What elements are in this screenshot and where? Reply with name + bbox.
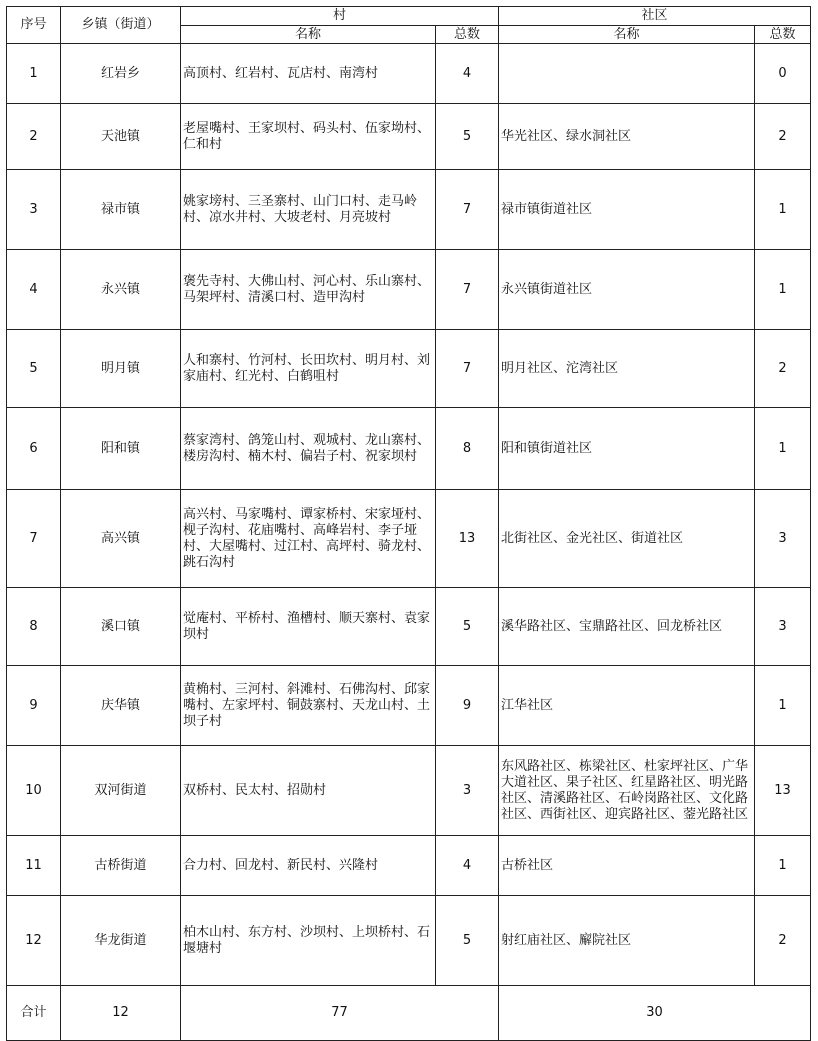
village-community-table: [6, 6, 811, 1041]
row-town: 红岩乡: [61, 44, 181, 104]
row-seq: 7: [7, 490, 61, 588]
row-community-count: 1: [755, 666, 811, 746]
table-row: [7, 490, 811, 588]
header-seq: 序号: [7, 7, 61, 44]
row-community-count: 1: [755, 836, 811, 896]
row-communities: 江华社区: [499, 666, 755, 746]
header-community-group: 社区: [499, 7, 811, 26]
header-village-total: 总数: [436, 26, 499, 44]
row-community-count: 2: [755, 330, 811, 408]
row-villages: 老屋嘴村、王家坝村、码头村、伍家坳村、仁和村: [181, 104, 436, 170]
row-communities: 华光社区、绿水洞社区: [499, 104, 755, 170]
row-communities: 射红庙社区、廨院社区: [499, 896, 755, 986]
row-seq: 6: [7, 408, 61, 490]
row-village-count: 7: [436, 170, 499, 250]
row-town: 高兴镇: [61, 490, 181, 588]
row-town: 永兴镇: [61, 250, 181, 330]
row-seq: 2: [7, 104, 61, 170]
total-row: [7, 986, 811, 1041]
row-villages: 合力村、回龙村、新民村、兴隆村: [181, 836, 436, 896]
row-town: 双河街道: [61, 746, 181, 836]
row-community-count: 0: [755, 44, 811, 104]
table-row: [7, 170, 811, 250]
row-village-count: 5: [436, 588, 499, 666]
row-community-count: 3: [755, 588, 811, 666]
table-row: [7, 250, 811, 330]
header-town: 乡镇（街道）: [61, 7, 181, 44]
table-row: [7, 408, 811, 490]
table-row: [7, 588, 811, 666]
row-town: 庆华镇: [61, 666, 181, 746]
row-seq: 11: [7, 836, 61, 896]
row-villages: 姚家塝村、三圣寨村、山门口村、走马岭村、凉水井村、大坡老村、月亮坡村: [181, 170, 436, 250]
row-villages: 双桥村、民太村、招勋村: [181, 746, 436, 836]
table-row: [7, 330, 811, 408]
row-village-count: 3: [436, 746, 499, 836]
row-communities: [499, 44, 755, 104]
row-village-count: 9: [436, 666, 499, 746]
table-row: [7, 666, 811, 746]
total-towns: 12: [61, 986, 181, 1041]
table-row: [7, 836, 811, 896]
row-communities: 永兴镇街道社区: [499, 250, 755, 330]
row-villages: 觉庵村、平桥村、渔槽村、顺天寨村、袁家坝村: [181, 588, 436, 666]
table-row: [7, 746, 811, 836]
row-seq: 5: [7, 330, 61, 408]
total-communities: 30: [499, 986, 811, 1041]
row-village-count: 5: [436, 896, 499, 986]
table-row: [7, 104, 811, 170]
row-village-count: 4: [436, 836, 499, 896]
row-town: 溪口镇: [61, 588, 181, 666]
row-communities: 古桥社区: [499, 836, 755, 896]
row-village-count: 13: [436, 490, 499, 588]
row-village-count: 5: [436, 104, 499, 170]
header-community-name: 名称: [499, 26, 755, 44]
row-town: 天池镇: [61, 104, 181, 170]
row-community-count: 1: [755, 408, 811, 490]
table-row: [7, 896, 811, 986]
row-village-count: 4: [436, 44, 499, 104]
row-village-count: 7: [436, 330, 499, 408]
row-village-count: 8: [436, 408, 499, 490]
row-seq: 12: [7, 896, 61, 986]
table-row: [7, 44, 811, 104]
row-community-count: 1: [755, 250, 811, 330]
row-villages: 黄桷村、三河村、斜滩村、石佛沟村、邱家嘴村、左家坪村、铜鼓寨村、天龙山村、土坝子村: [181, 666, 436, 746]
row-communities: 禄市镇街道社区: [499, 170, 755, 250]
row-villages: 高顶村、红岩村、瓦店村、南湾村: [181, 44, 436, 104]
row-villages: 高兴村、马家嘴村、谭家桥村、宋家垭村、枧子沟村、花庙嘴村、高峰岩村、李子垭村、大屋嘴村、过江村、高坪村、骑龙村、跳石沟村: [181, 490, 436, 588]
header-village-name: 名称: [181, 26, 436, 44]
row-communities: 明月社区、沱湾社区: [499, 330, 755, 408]
header-row-1: [7, 7, 811, 26]
header-village-group: 村: [181, 7, 499, 26]
row-communities: 东风路社区、栋梁社区、杜家坪社区、广华大道社区、果子社区、红星路社区、明光路社区、清溪路社区、石岭岗路社区、文化路社区、西街社区、迎宾路社区、蓥光路社区: [499, 746, 755, 836]
row-town: 阳和镇: [61, 408, 181, 490]
header-community-total: 总数: [755, 26, 811, 44]
row-community-count: 1: [755, 170, 811, 250]
row-seq: 1: [7, 44, 61, 104]
row-villages: 褒先寺村、大佛山村、河心村、乐山寨村、马架坪村、清溪口村、造甲沟村: [181, 250, 436, 330]
row-community-count: 2: [755, 896, 811, 986]
row-seq: 10: [7, 746, 61, 836]
row-town: 禄市镇: [61, 170, 181, 250]
row-seq: 8: [7, 588, 61, 666]
row-town: 明月镇: [61, 330, 181, 408]
total-villages: 77: [181, 986, 499, 1041]
row-communities: 阳和镇街道社区: [499, 408, 755, 490]
row-villages: 蔡家湾村、鸽笼山村、观城村、龙山寨村、楼房沟村、楠木村、偏岩子村、祝家坝村: [181, 408, 436, 490]
row-seq: 9: [7, 666, 61, 746]
row-communities: 溪华路社区、宝鼎路社区、回龙桥社区: [499, 588, 755, 666]
row-seq: 3: [7, 170, 61, 250]
row-seq: 4: [7, 250, 61, 330]
row-villages: 柏木山村、东方村、沙坝村、上坝桥村、石堰塘村: [181, 896, 436, 986]
row-community-count: 3: [755, 490, 811, 588]
row-community-count: 2: [755, 104, 811, 170]
row-community-count: 13: [755, 746, 811, 836]
row-communities: 北街社区、金光社区、街道社区: [499, 490, 755, 588]
total-label: 合计: [7, 986, 61, 1041]
row-town: 华龙街道: [61, 896, 181, 986]
row-villages: 人和寨村、竹河村、长田坎村、明月村、刘家庙村、红光村、白鹤咀村: [181, 330, 436, 408]
row-town: 古桥街道: [61, 836, 181, 896]
row-village-count: 7: [436, 250, 499, 330]
